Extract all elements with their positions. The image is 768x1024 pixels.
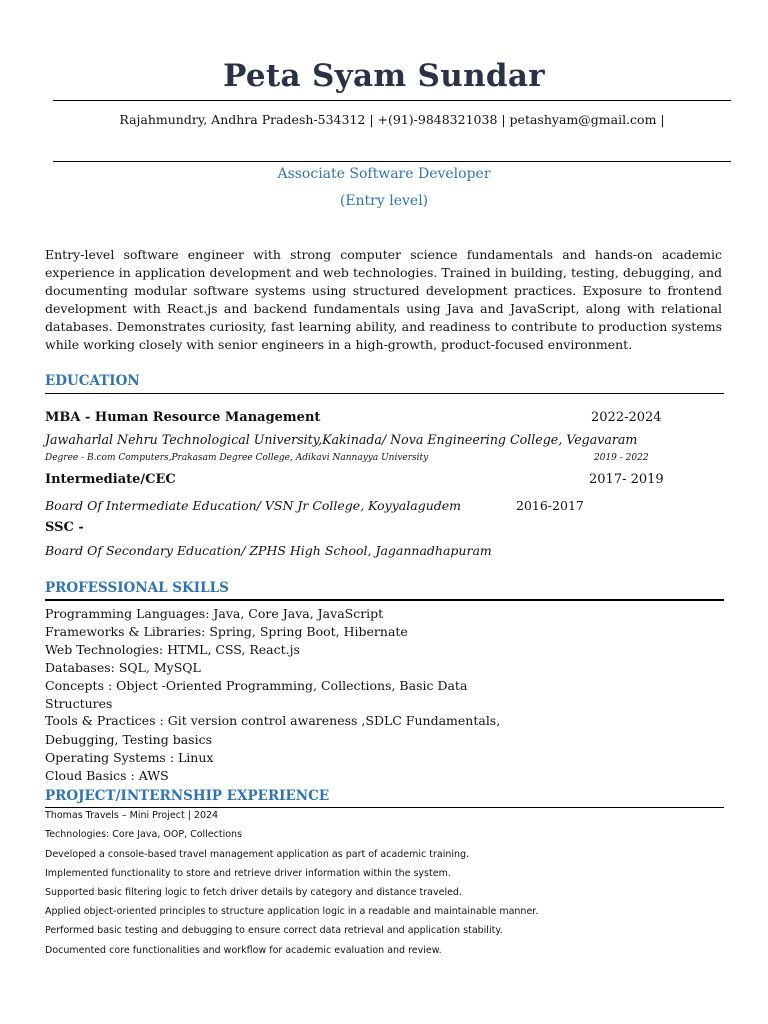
intermediate-years-2: 2016-2017: [516, 498, 584, 513]
target-role: Associate Software Developer: [277, 166, 491, 182]
mba-title: MBA - Human Resource Management: [45, 410, 321, 425]
intermediate-years: 2017- 2019: [589, 472, 664, 487]
project-line: Developed a console-based travel management application as part of academic training.: [45, 849, 470, 860]
project-line: Applied object-oriented principles to structure application logic in a readable and maintainable manner.: [45, 906, 539, 917]
mba-years: 2022-2024: [591, 410, 662, 425]
candidate-name: Peta Syam Sundar: [223, 58, 545, 94]
skill-item: Web Technologies: HTML, CSS, React.js: [45, 642, 300, 657]
skill-item: Debugging, Testing basics: [45, 732, 212, 747]
skills-heading: PROFESSIONAL SKILLS: [45, 580, 229, 596]
ssc-school: Board Of Secondary Education/ ZPHS High School, Jagannadhapuram: [45, 543, 492, 558]
project-line: Performed basic testing and debugging to ensure correct data retrieval and application stability.: [45, 925, 503, 936]
header-divider-bottom: [53, 161, 731, 162]
projects-heading: PROJECT/INTERNSHIP EXPERIENCE: [45, 788, 330, 804]
education-heading: EDUCATION: [45, 373, 140, 389]
skill-item: Frameworks & Libraries: Spring, Spring Boot, Hibernate: [45, 624, 408, 639]
ssc-title: SSC -: [45, 520, 84, 535]
education-divider: [45, 393, 724, 394]
intermediate-school: Board Of Intermediate Education/ VSN Jr College, Koyyalagudem: [45, 498, 462, 513]
skill-item: Operating Systems : Linux: [45, 750, 214, 765]
project-line: Supported basic filtering logic to fetch driver details by category and distance traveled.: [45, 887, 462, 898]
projects-divider: [45, 807, 724, 808]
degree-line: Degree - B.com Computers,Prakasam Degree College, Adikavi Nannayya University: [45, 453, 429, 463]
skill-item: Databases: SQL, MySQL: [45, 660, 201, 675]
project-line: Thomas Travels – Mini Project | 2024: [45, 810, 219, 821]
degree-years: 2019 - 2022: [594, 453, 649, 463]
header-divider-top: [53, 100, 731, 101]
professional-summary: Entry-level software engineer with strong computer science fundamentals and hands-on academic experience in application development and web technologies. Trained in building, testing, debugging, and documenting modular software systems using structured development practices. Exposure to frontend development with React.js and backend fundamentals using Java and JavaScript, along with relational databases. Demonstrates curiosity, fast learning ability, and readiness to contribute to production systems while working closely with senior engineers in a high-growth, product-focused environment.: [45, 247, 722, 352]
mba-school: Jawaharlal Nehru Technological University,Kakinada/ Nova Engineering College, Vegavaram: [45, 432, 638, 447]
skill-item: Tools & Practices : Git version control awareness ,SDLC Fundamentals,: [45, 713, 501, 728]
intermediate-title: Intermediate/CEC: [45, 472, 176, 487]
skill-item: Cloud Basics : AWS: [45, 768, 169, 783]
skill-item: Concepts : Object -Oriented Programming, Collections, Basic Data: [45, 678, 468, 693]
project-line: Documented core functionalities and workflow for academic evaluation and review.: [45, 945, 442, 956]
skills-divider: [45, 599, 724, 601]
role-level: (Entry level): [339, 193, 429, 209]
skill-item: Programming Languages: Java, Core Java, JavaScript: [45, 606, 384, 621]
project-line: Implemented functionality to store and retrieve driver information within the system.: [45, 868, 451, 879]
skill-item: Structures: [45, 696, 113, 711]
contact-line: Rajahmundry, Andhra Pradesh-534312 | +(91)-9848321038 | petashyam@gmail.com |: [119, 112, 665, 127]
project-line: Technologies: Core Java, OOP, Collections: [45, 829, 243, 840]
